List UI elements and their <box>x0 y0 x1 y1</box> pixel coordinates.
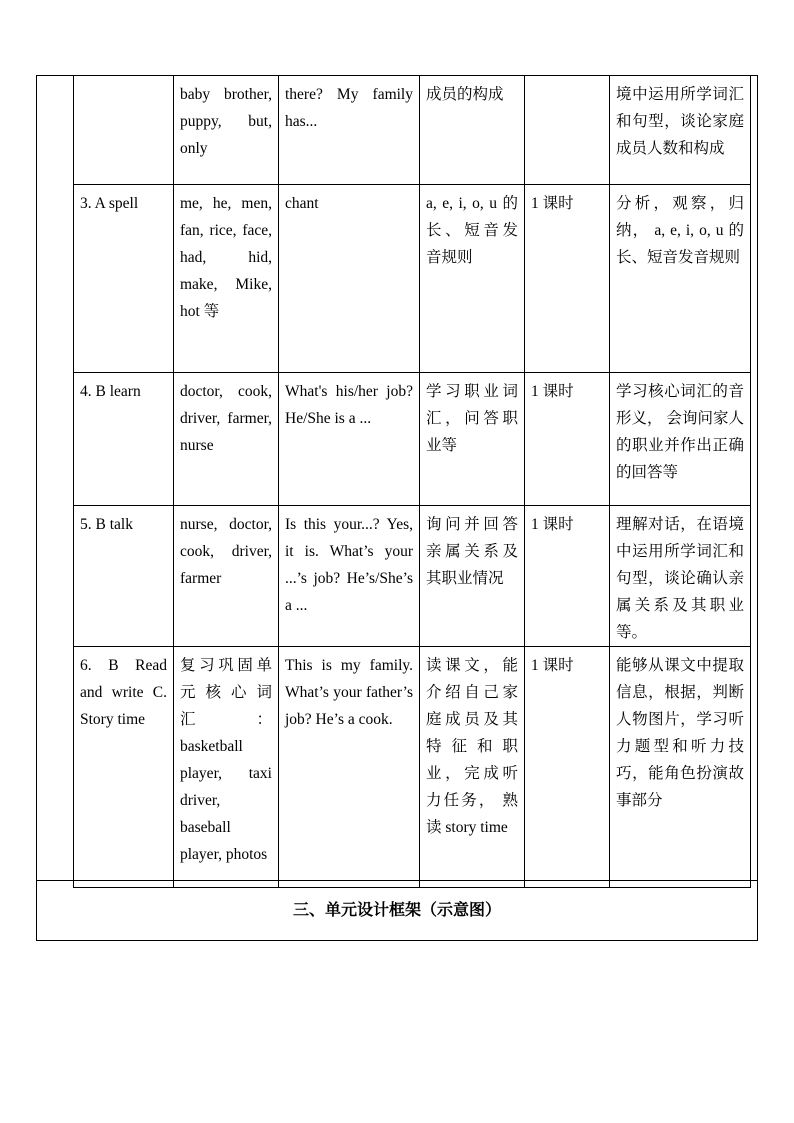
table-row <box>74 76 751 184</box>
sentence-cell: What's his/her job? He/She is a ... <box>279 372 420 505</box>
goal-cell: 学习职业词汇，问答职业等 <box>420 372 525 505</box>
section-title: 三、单元设计框架（示意图） <box>292 902 501 919</box>
goal-cell: 询问并回答亲属关系及其职业情况 <box>420 505 525 646</box>
table-row <box>74 505 751 646</box>
vocab-cell: doctor, cook, driver, farmer, nurse <box>174 372 279 505</box>
table-row <box>74 372 751 505</box>
hours-cell: 1 课时 <box>525 505 610 646</box>
hours-cell: 1 课时 <box>525 646 610 887</box>
lesson-cell: 3. A spell <box>74 184 174 372</box>
vocab-cell: nurse, doctor, cook, driver, farmer <box>174 505 279 646</box>
table-row <box>74 646 751 887</box>
hours-cell <box>525 76 610 184</box>
sentence-cell: Is this your...? Yes, it is. What’s your ...’s job? He’s/She’s a ... <box>279 505 420 646</box>
table-row <box>74 184 751 372</box>
sentence-cell: chant <box>279 184 420 372</box>
activity-cell: 学习核心词汇的音形义， 会询问家人的职业并作出正确的回答等 <box>610 372 751 505</box>
activity-cell: 分析，观察，归纳， a, e, i, o, u 的长、短音发音规则 <box>610 184 751 372</box>
lesson-cell: 6. B Read and write C. Story time <box>74 646 174 887</box>
goal-cell: a, e, i, o, u 的长、短音发音规则 <box>420 184 525 372</box>
goal-cell: 成员的构成 <box>420 76 525 184</box>
hours-cell: 1 课时 <box>525 372 610 505</box>
vocab-cell: baby brother, puppy, but, only <box>174 76 279 184</box>
lesson-cell <box>74 76 174 184</box>
activity-cell: 理解对话，在语境中运用所学词汇和句型，谈论确认亲属关系及其职业等。 <box>610 505 751 646</box>
lesson-cell: 4. B learn <box>74 372 174 505</box>
vocab-cell: 复习巩固单元核心词汇： basketball player, taxi driver, baseball player, photos <box>174 646 279 887</box>
sentence-cell: there? My family has... <box>279 76 420 184</box>
vocab-cell: me, he, men, fan, rice, face, had, hid, make, Mike, hot 等 <box>174 184 279 372</box>
activity-cell: 境中运用所学词汇和句型，谈论家庭成员人数和构成 <box>610 76 751 184</box>
lesson-cell: 5. B talk <box>74 505 174 646</box>
sentence-cell: This is my family. What’s your father’s job? He’s a cook. <box>279 646 420 887</box>
lesson-plan-table <box>73 76 751 888</box>
hours-cell: 1 课时 <box>525 184 610 372</box>
activity-cell: 能够从课文中提取信息，根据，判断人物图片，学习听力题型和听力技巧，能角色扮演故事部分 <box>610 646 751 887</box>
goal-cell: 读课文，能介绍自己家庭成员及其特征和职业，完成听力任务， 熟读 story time <box>420 646 525 887</box>
